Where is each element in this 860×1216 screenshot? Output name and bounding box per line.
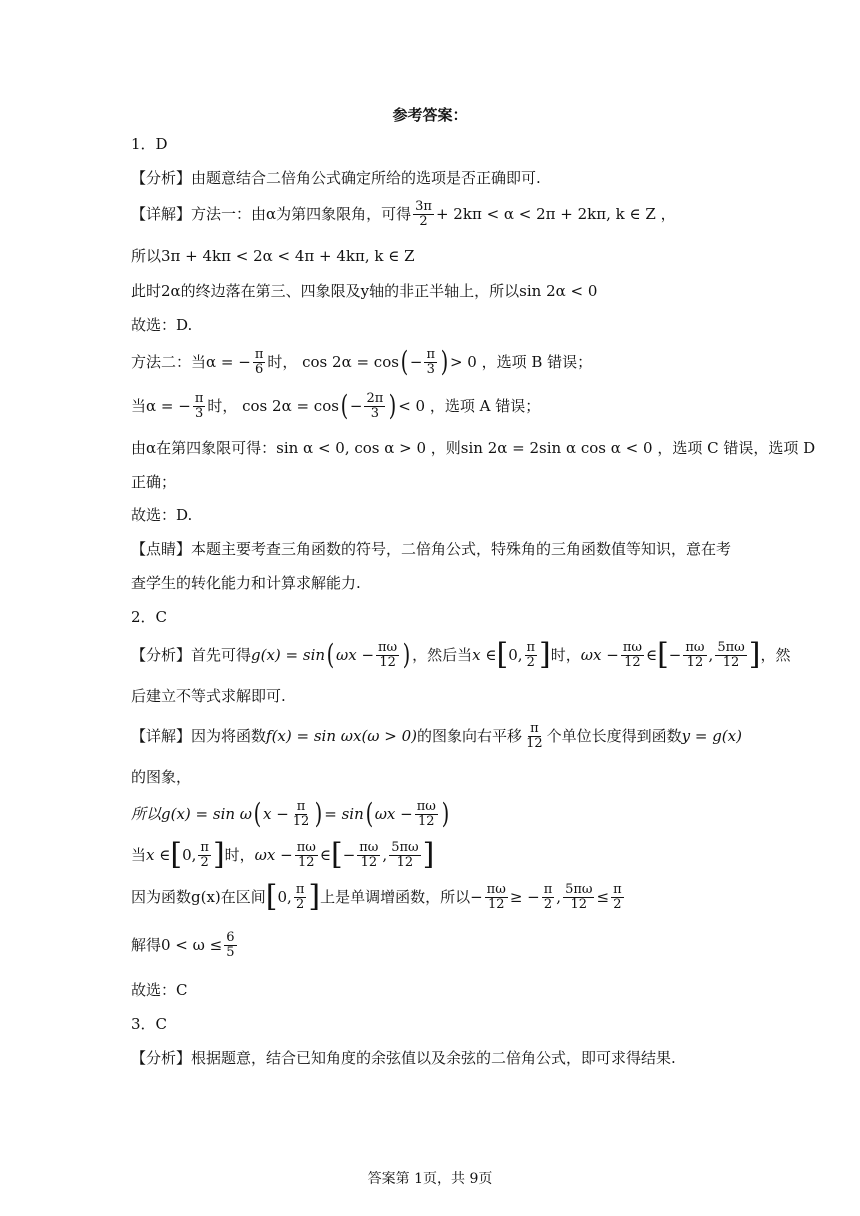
math: 0, [277, 887, 292, 906]
q1-line-c: 此时2α的终边落在第三、四象限及y轴的非正半轴上，所以sin 2α < 0 [131, 282, 598, 300]
text: ，然后当 [412, 645, 473, 664]
fraction-numerator: π [295, 881, 305, 897]
q1-detail-line [131, 200, 741, 228]
fraction-numerator: πω [296, 839, 316, 855]
paren: ) [402, 638, 411, 671]
fraction-numerator: 5πω [565, 881, 593, 897]
bracket: ] [212, 837, 225, 872]
page-title: 参考答案： [392, 106, 468, 124]
fraction-numerator: π [426, 347, 435, 362]
paren: ) [440, 345, 449, 379]
math: 0, [182, 845, 197, 864]
text: 时， cos 2α = cos [267, 352, 399, 371]
fraction [563, 883, 594, 911]
fraction-denominator: 5 [226, 944, 235, 960]
text: 【详解】因为将函数 [131, 726, 267, 745]
math: x ∈ [146, 845, 171, 864]
fraction-numerator: πω [685, 639, 705, 655]
fraction-numerator: π [254, 347, 264, 362]
text: 时， cos 2α = cos [207, 396, 339, 415]
math: − [668, 645, 682, 664]
fraction-numerator: πω [486, 881, 506, 897]
q2-line-g [131, 797, 741, 831]
q1-method2-line-c: 由α在第四象限可得：sin α < 0, cos α > 0 ，则sin 2α = 2sin α cos α < 0 ，选项 C 错误，选项 D [131, 439, 816, 457]
paren: ( [253, 797, 262, 831]
text: 【分析】首先可得 [131, 645, 252, 664]
fraction [253, 348, 266, 376]
q2-number: 2．C [131, 608, 168, 626]
q1-analysis: 【分析】由题意结合二倍角公式确定所给的选项是否正确即可. [131, 169, 541, 187]
paren: ) [441, 797, 450, 831]
fraction [291, 800, 312, 828]
q2-analysis-line: 【分析】首先可得 g(x) = sin ( ωx − $\frac{\pi\omega}{12}$ ) ，然后当 x ∈ [ 0, $\frac{\pi}{2}$ ] 时， ωx − $\frac{\pi\omega}{12}$ ∈ [ − $\frac{\pi\omega}{12}$ , $\frac{5\pi\omega}{12}$ ] ，然 [131, 637, 791, 672]
math: ≤ [596, 887, 610, 906]
math: − [470, 887, 483, 906]
fraction-denominator: 12 [292, 813, 310, 829]
fraction-denominator: 12 [526, 735, 543, 751]
math: y = g(x) [681, 726, 742, 745]
fraction [224, 931, 236, 959]
q1-method2-line-b: 当α = − $\frac{\pi}{3}$ 时， cos 2α = cos ( − $\frac{2\pi}{3}$ ) < 0 ，选项 A 错误； [131, 389, 541, 423]
fraction-numerator: π [613, 881, 622, 897]
text: 方法二：当α = − [131, 352, 251, 371]
fraction [611, 883, 624, 911]
q1-detail-expr: + 2kπ < α < 2π + 2kπ, k ∈ Z ， [435, 204, 676, 223]
fraction-denominator: 12 [624, 654, 641, 670]
paren: ) [388, 389, 397, 423]
fraction-numerator: π [200, 839, 209, 855]
bracket: [ [265, 879, 278, 914]
bracket: [ [330, 837, 343, 872]
paren: ( [400, 345, 409, 379]
text: 个单位长度得到函数 [546, 726, 682, 745]
text: < 0 ，选项 A 错误； [398, 396, 541, 415]
fraction-numerator: π [296, 799, 306, 814]
fraction-denominator: 12 [487, 896, 505, 912]
fraction-denominator: 2 [613, 896, 622, 912]
fraction [193, 392, 206, 420]
text: 上是单调增函数，所以 [320, 887, 471, 906]
q2-choose: 故选：C [131, 981, 188, 999]
fraction [424, 348, 437, 376]
math: ωx − [335, 645, 375, 664]
fraction-numerator: πω [359, 839, 379, 855]
q2-line-h: 当 x ∈ [ 0, $\frac{\pi}{2}$ ] 时， ωx − $\frac{\pi\omega}{12}$ ∈ [ − $\frac{\pi\omega}{12}$ , $\frac{5\pi\omega}{12}$ ] [131, 837, 435, 872]
fraction [198, 841, 211, 869]
fraction-denominator: 2 [419, 213, 428, 229]
fraction [715, 641, 746, 669]
fraction-denominator: 12 [418, 813, 435, 829]
paren: ( [340, 389, 349, 423]
q1-choose-1: 故选：D. [131, 316, 193, 334]
fraction-denominator: 12 [570, 896, 588, 912]
fraction [295, 841, 318, 869]
fraction-numerator: 3π [415, 199, 432, 214]
fraction [683, 641, 706, 669]
fraction [621, 641, 644, 669]
math: ≥ − [509, 887, 540, 906]
bracket: ] [539, 637, 551, 672]
math: 0, [508, 645, 523, 664]
math: ωx − [254, 845, 293, 864]
fraction-denominator: 12 [379, 654, 396, 670]
q1-choose-2: 故选：D. [131, 506, 193, 524]
bracket: [ [170, 837, 183, 872]
fraction-denominator: 3 [370, 405, 379, 421]
text: 因为函数g(x)在区间 [131, 887, 266, 906]
text: 时， [550, 645, 581, 664]
fraction-denominator: 12 [396, 854, 414, 870]
fraction-numerator: πω [622, 639, 642, 655]
text: 当 [131, 845, 147, 864]
math: − [342, 845, 356, 864]
paren: ( [365, 797, 374, 831]
fraction [389, 841, 420, 869]
fraction [415, 800, 438, 828]
fraction-denominator: 12 [686, 654, 704, 670]
page-footer: 答案第 1页，共 9页 [367, 1171, 493, 1187]
fraction-numerator: 5πω [717, 639, 745, 655]
q2-line-i: 因为函数g(x)在区间 [ 0, $\frac{\pi}{2}$ ] 上是单调增函数，所以 − $\frac{\pi\omega}{12}$ ≥ − $\frac{\pi}{2}$ , $\frac{5\pi\omega}{12}$ ≤ $\frac{\pi}{2}$ [131, 879, 622, 914]
fraction-numerator: π [526, 639, 536, 655]
fraction-numerator: 6 [226, 930, 235, 945]
fraction [413, 200, 434, 228]
fraction-denominator: 6 [254, 361, 264, 377]
fraction-denominator: 12 [722, 654, 740, 670]
fraction [542, 883, 555, 911]
q1-line-b: 所以3π + 4kπ < 2α < 4π + 4kπ, k ∈ Z [131, 247, 415, 265]
fraction-denominator: 2 [526, 654, 535, 670]
bracket: ] [422, 837, 435, 872]
math: g(x) = sin [251, 645, 326, 664]
fraction [294, 883, 307, 911]
math: f(x) = sin ωx(ω > 0) [266, 726, 418, 745]
math: 所以g(x) = sin ω [131, 804, 253, 823]
text: 当α = − [131, 396, 191, 415]
paren: ) [314, 797, 323, 831]
q3-analysis: 【分析】根据题意，结合已知角度的余弦值以及余弦的二倍角公式，即可求得结果. [131, 1049, 676, 1067]
math: ωx − [374, 804, 413, 823]
fraction-denominator: 2 [200, 854, 209, 870]
fraction-numerator: π [194, 391, 204, 406]
fraction-denominator: 12 [360, 854, 378, 870]
math: x − [262, 804, 289, 823]
q1-method2-line-c2: 正确； [131, 473, 177, 491]
q1-number: 1．D [131, 135, 168, 153]
paren: ( [326, 638, 335, 671]
text: > 0 ，选项 B 错误； [449, 352, 593, 371]
q2-detail-end: 的图象， [131, 768, 192, 786]
bracket: [ [496, 637, 509, 672]
q1-comment: 【点睛】本题主要考查三角函数的符号，二倍角公式，特殊角的三角函数值等知识，意在考 [131, 540, 732, 558]
bracket: ] [748, 637, 761, 672]
fraction-numerator: 2π [366, 391, 384, 406]
fraction-denominator: 2 [295, 896, 305, 912]
fraction [364, 392, 385, 420]
q1-detail-text: 【详解】方法一：由α为第四象限角，可得 [131, 204, 412, 223]
fraction [357, 841, 380, 869]
math: ∈ [645, 645, 658, 664]
math: ωx − [580, 645, 619, 664]
fraction [524, 722, 545, 750]
math: x ∈ [472, 645, 497, 664]
text: 时， [224, 845, 255, 864]
fraction-denominator: 12 [298, 854, 315, 870]
fraction-numerator: π [543, 881, 553, 897]
q2-line-j [131, 931, 741, 959]
q1-method2-line-a: 方法二：当α = − $\frac{\pi}{6}$ 时， cos 2α = cos ( − $\frac{\pi}{3}$ ) > 0 ，选项 B 错误； [131, 345, 593, 379]
math: ∈ [319, 845, 331, 864]
math: = sin [324, 804, 364, 823]
q2-analysis-end: 后建立不等式求解即可. [131, 687, 286, 705]
fraction-numerator: πω [378, 639, 398, 655]
q3-number: 3．C [131, 1015, 168, 1033]
fraction-numerator: 5πω [391, 839, 419, 855]
fraction-numerator: π [530, 721, 539, 736]
fraction-denominator: 3 [194, 405, 204, 421]
fraction [376, 641, 399, 669]
text: 的图象向右平移 [417, 726, 523, 745]
bracket: ] [308, 879, 321, 914]
text: ，然 [760, 645, 791, 664]
fraction [485, 883, 508, 911]
q2-detail-line [131, 722, 741, 750]
q1-comment-2: 查学生的转化能力和计算求解能力. [131, 574, 361, 592]
fraction-numerator: πω [416, 799, 436, 814]
fraction-denominator: 3 [426, 361, 435, 377]
bracket: [ [657, 637, 669, 672]
text: 解得0 < ω ≤ [131, 935, 223, 954]
fraction-denominator: 2 [543, 896, 553, 912]
fraction [525, 641, 538, 669]
